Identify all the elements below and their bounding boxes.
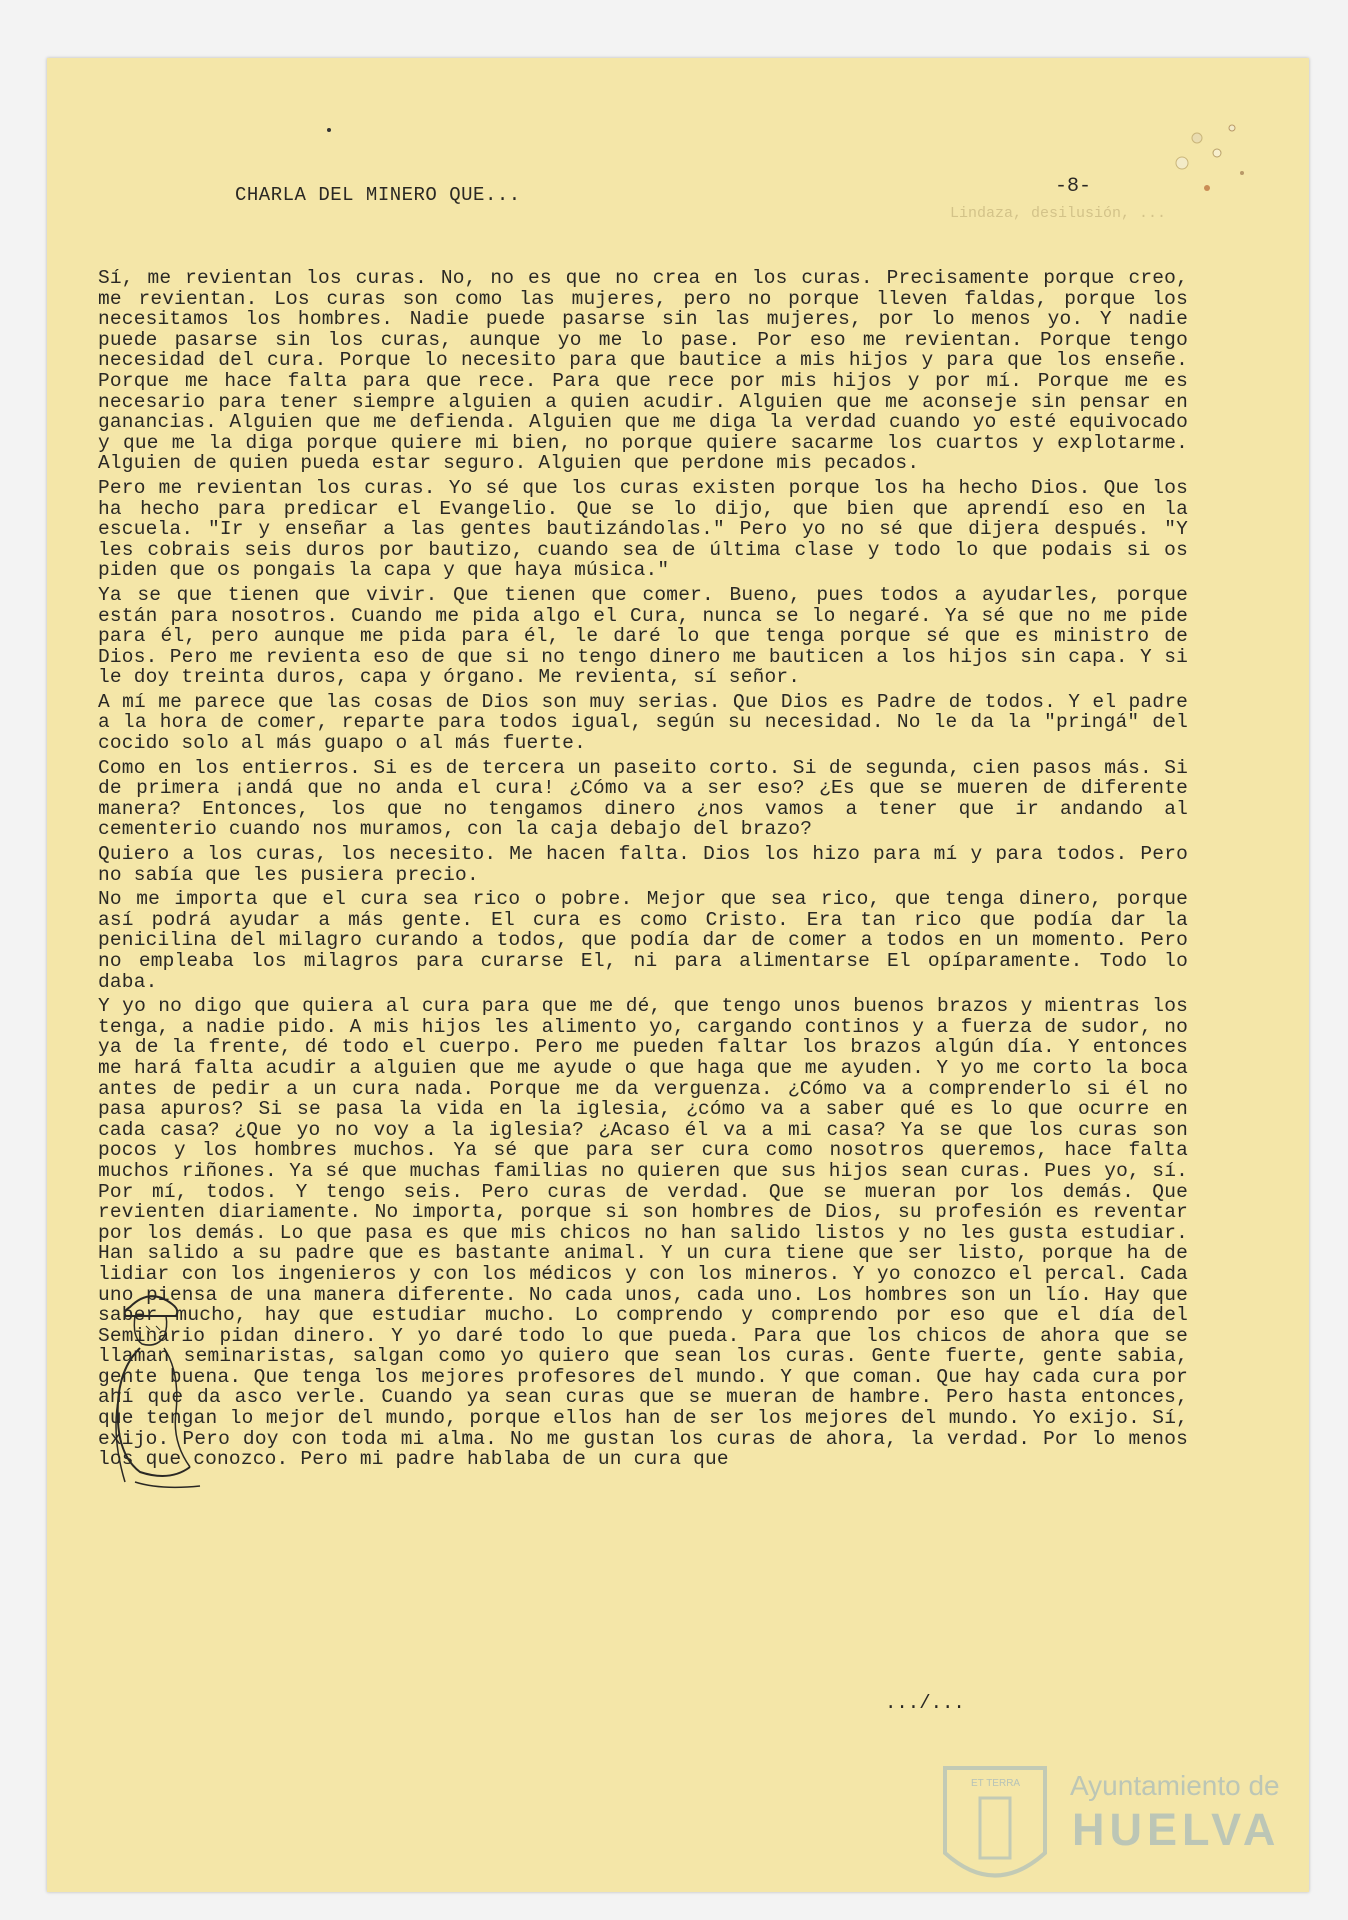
ink-speck — [327, 128, 331, 132]
paragraph: Como en los entierros. Si es de tercera un paseito corto. Si de segunda, cien pasos más. Si de primera ¡andá que no anda el cura! ¿Cómo va a ser eso? ¿Es que se mueren de diferente manera? Entonces, los que no tengamos dinero ¿nos vamos a tener que ir andando al cementerio cuando nos muramos, con la caja debajo del brazo? — [98, 756, 1188, 841]
page-number: -8- — [1055, 175, 1092, 198]
shield-motto: ET TERRA — [971, 1778, 1021, 1789]
document-title: CHARLA DEL MINERO QUE... — [235, 184, 521, 206]
bleed-through-text: Lindaza, desilusión, ... — [950, 205, 1167, 222]
paragraph: A mí me parece que las cosas de Dios son muy serias. Que Dios es Padre de todos. Y el padre a la hora de comer, reparte para todos igual, según su necesidad. No le da la "pringá" del cocido solo al más guapo o al más fuerte. — [98, 690, 1188, 755]
paragraph: Pero me revientan los curas. Yo sé que los curas existen porque los ha hecho Dios. Que los ha hecho para predicar el Evangelio. Que se lo dijo, que bien que aprendí eso en la escuela. "Ir y enseñar a las gentes bautizándolas." Pero yo no sé que dijera después. "Y les cobrais seis duros por bautizo, cuando sea de última clase y todo lo que podais si os piden que os pongais la capa y que haya música." — [98, 476, 1188, 582]
miner-sketch-illustration — [80, 1282, 220, 1497]
continuation-mark: .../... — [885, 1692, 965, 1714]
watermark-title: Ayuntamiento de — [1070, 1770, 1280, 1801]
body-text — [98, 268, 1188, 1474]
watermark-city: HUELVA — [1072, 1804, 1281, 1855]
paragraph: Y yo no digo que quiera al cura para que me dé, que tengo unos buenos brazos y mientras los tenga, a nadie pido. A mis hijos les alimento yo, cargando continos y a fuerza de sudor, no ya de la frente, dé todo el cuerpo. Pero me pueden faltar los brazos algún día. Y entonces me hará falta acudir a alguien que me ayude o que haga que me ayuden. Y yo me corto la boca antes de pedir a un cura nada. Porque me da verguenza. ¿Cómo va a comprenderlo si él no pasa apuros? Si se pasa la vida en la iglesia, ¿cómo va a saber qué es lo que ocurre en cada casa? ¿Que yo no voy a la iglesia? ¿Acaso él va a mi casa? Ya se que los curas son pocos y los hombres muchos. Ya sé que para ser cura como nosotros queremos, hace falta muchos riñones. Ya sé que muchas familias no quieren que sus hijos sean curas. Pues yo, sí. Por mí, todos. Y tengo seis. Pero curas de verdad. Que se mueran por los demás. Que revienten diariamente. No importa, porque si son hombres de Dios, su profesión es reventar por los demás. Lo que pasa es que mis chicos no han salido listos y no les gusta estudiar. Han salido a su padre que es bastante animal. Y un cura tiene que ser listo, porque ha de lidiar con los ingenieros y con los médicos y con los mineros. Y yo conozco el percal. Cada uno piensa de una manera diferente. No cada unos, cada uno. Los hombres son un lío. Hay que saber mucho, hay que estudiar mucho. Lo comprendo y comprendo por eso que el día del Seminario pidan dinero. Y yo daré todo lo que pueda. Para que los chicos de ahora que se llaman seminaristas, salgan como yo quiero que sean los curas. Gente fuerte, gente sabia, gente buena. Que tenga los mejores profesores del mundo. Y que coman. Que hay cada cura por ahí que da asco verle. Cuando ya sean curas que se mueran de hambre. Pero hasta entonces, que tengan lo mejor del mundo, porque ellos han de ser los mejores del mundo. Yo exijo. Sí, exijo. Pero doy con toda mi alma. No me gustan los curas de ahora, la verdad. Por lo menos los que conozco. Pero mi padre hablaba de un cura que — [98, 995, 1188, 1471]
paragraph: Sí, me revientan los curas. No, no es que no crea en los curas. Precisamente porque creo, me revientan. Los curas son como las mujeres, pero no porque lleven faldas, porque los necesitamos los hombres. Nadie puede pasarse sin las mujeres, por lo menos yo. Y nadie puede pasarse sin los curas, aunque yo me lo pase. Por eso me revientan. Porque tengo necesidad del cura. Porque lo necesito para que bautice a mis hijos y para que los enseñe. Porque me hace falta para que rece. Para que rece por mis hijos y por mí. Porque me es necesario para tener siempre alguien a quien acudir. Alguien que me aconseje sin pensar en ganancias. Alguien que me defienda. Alguien que me diga la verdad cuando yo esté equivocado y que me la diga porque quiere mi bien, no porque quiere sacarme los cuartos y explotarme. Alguien de quien pueda estar seguro. Alguien que perdone mis pecados. — [98, 267, 1188, 475]
paragraph: Quiero a los curas, los necesito. Me hacen falta. Dios los hizo para mí y para todos. Pero no sabía que les pusiera precio. — [98, 843, 1188, 886]
paragraph: No me importa que el cura sea rico o pobre. Mejor que sea rico, que tenga dinero, porque así podrá ayudar a más gente. El cura es como Cristo. Era tan rico que podía dar la penicilina del milagro curando a todos, que podía dar de comer a todos en un momento. Pero no empleaba los milagros para curarse El, ni para alimentarse El opíparamente. Todo lo daba. — [98, 888, 1188, 993]
paragraph: Ya se que tienen que vivir. Que tienen que comer. Bueno, pues todos a ayudarles, porque están para nosotros. Cuando me pida algo el Cura, nunca se lo negaré. Ya sé que no me pide para él, pero aunque me pida para él, le daré lo que tenga porque sé que es ministro de Dios. Pero me revienta eso de que si no tengo dinero me bauticen a los hijos sin capa. Y si le doy treinta duros, capa y órgano. Me revienta, sí señor. — [98, 583, 1188, 689]
